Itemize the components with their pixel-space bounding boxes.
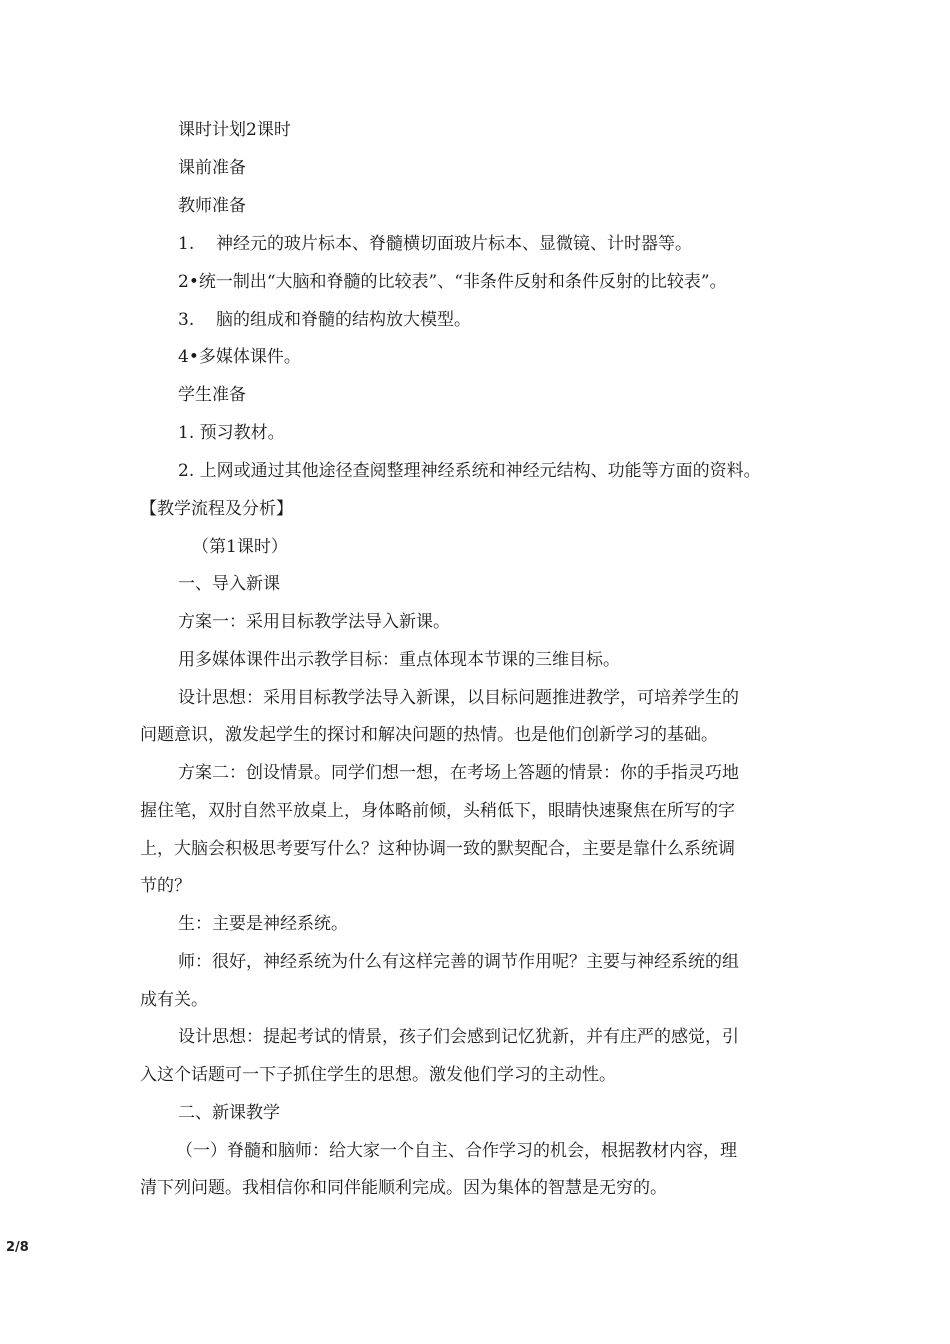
section-heading-intro: 一、导入新课: [178, 574, 280, 594]
lesson-hours: 课时计划2课时: [178, 120, 291, 140]
paragraph-line: 师：很好，神经系统为什么有这样完善的调节作用呢？主要与神经系统的组: [178, 952, 739, 972]
list-item: 2. 上网或通过其他途径查阅整理神经系统和神经元结构、功能等方面的资料。: [178, 461, 761, 481]
list-text: 神经元的玻片标本、脊髓横切面玻片标本、显微镜、计时器等。: [216, 234, 692, 254]
lesson-number: （第1课时）: [192, 537, 288, 557]
list-item: 4•多媒体课件。: [178, 347, 301, 367]
page-number: 2/8: [6, 1240, 29, 1255]
list-item: [178, 308, 471, 332]
list-item: 1. 预习教材。: [178, 423, 285, 443]
section-heading-flow: 【教学流程及分析】: [140, 499, 293, 519]
subheading-student-prep: 学生准备: [178, 385, 246, 405]
paragraph-line: 节的？: [140, 876, 191, 896]
list-item: 2•统一制出“大脑和脊髓的比较表”、“非条件反射和条件反射的比较表”。: [178, 272, 727, 292]
paragraph-line: 清下列问题。我相信你和同伴能顺利完成。因为集体的智慧是无穷的。: [140, 1178, 667, 1198]
paragraph-line: 方案二：创设情景。同学们想一想，在考场上答题的情景：你的手指灵巧地: [178, 763, 739, 783]
paragraph-line: 问题意识，激发起学生的探讨和解决问题的热情。也是他们创新学习的基础。: [140, 725, 718, 745]
paragraph-line: 入这个话题可一下子抓住学生的思想。激发他们学习的主动性。: [140, 1065, 616, 1085]
paragraph-line: 设计思想：采用目标教学法导入新课，以目标问题推进教学，可培养学生的: [178, 688, 739, 708]
paragraph-line: 用多媒体课件出示教学目标：重点体现本节课的三维目标。: [178, 650, 620, 670]
list-number: 3.: [178, 310, 195, 330]
paragraph-line: （一）脊髓和脑师：给大家一个自主、合作学习的机会，根据教材内容，理: [176, 1141, 737, 1161]
list-text: 脑的组成和脊髓的结构放大模型。: [216, 310, 471, 330]
section-heading-new-lesson: 二、新课教学: [178, 1103, 280, 1123]
paragraph-line: 设计思想：提起考试的情景，孩子们会感到记忆犹新，并有庄严的感觉，引: [178, 1027, 739, 1047]
paragraph-line: 上，大脑会积极思考要写什么？这种协调一致的默契配合，主要是靠什么系统调: [140, 839, 735, 859]
paragraph-line: 握住笔，双肘自然平放桌上，身体略前倾，头稍低下，眼睛快速聚焦在所写的字: [140, 801, 735, 821]
list-item: [178, 232, 692, 256]
paragraph-line: 生：主要是神经系统。: [178, 914, 348, 934]
list-number: 1.: [178, 234, 195, 254]
paragraph-line: 成有关。: [140, 990, 208, 1010]
subheading-teacher-prep: 教师准备: [178, 196, 246, 216]
section-heading-preparation: 课前准备: [178, 158, 246, 178]
paragraph-line: 方案一：采用目标教学法导入新课。: [178, 612, 450, 632]
